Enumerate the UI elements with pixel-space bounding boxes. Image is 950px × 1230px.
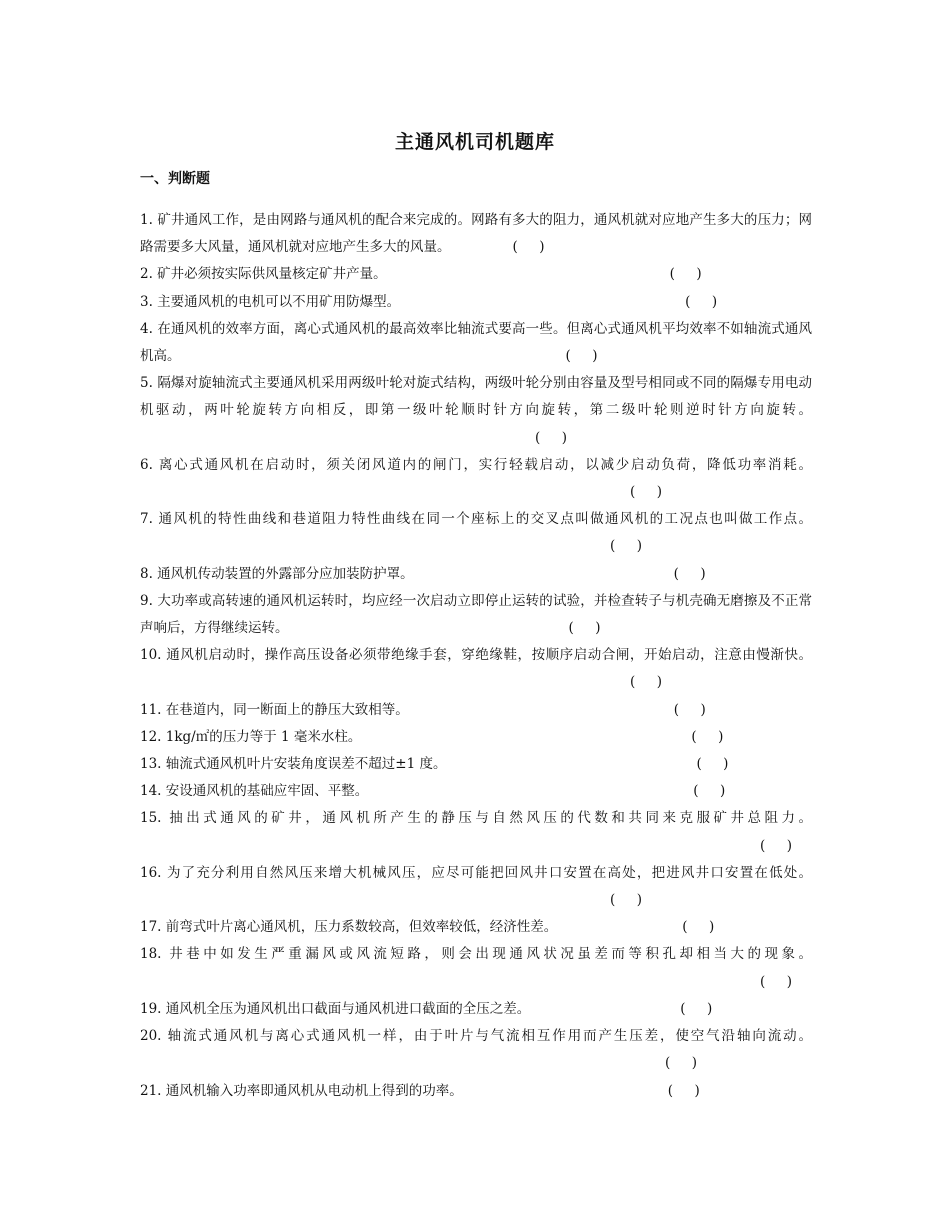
question-item <box>140 642 812 696</box>
section-heading: 一、判断题 <box>140 171 210 187</box>
question-item <box>140 452 812 506</box>
answer-blank: ( ) <box>693 783 726 800</box>
question-item <box>140 805 812 859</box>
question-text: 14. 安设通风机的基础应牢固、平整。 <box>140 783 369 800</box>
question-text: 16. 为了充分利用自然风压来增大机械风压，应尽可能把回风井口安置在高处，把进风井口安置在低处。 <box>140 864 812 881</box>
question-text: 9. 大功率或高转速的通风机运转时，均应经一次启动立即停止运转的试验，并检查转子与机壳确无磨擦及不正常声响后，方得继续运转。 <box>140 592 812 637</box>
answer-blank: ( ) <box>682 919 715 936</box>
question-text: 17. 前弯式叶片离心通风机，压力系数较高，但效率较低，经济性差。 <box>140 919 558 936</box>
question-item <box>140 778 812 805</box>
question-text: 11. 在巷道内，同一断面上的静压大致相等。 <box>140 701 409 718</box>
answer-blank: ( ) <box>535 429 567 446</box>
answer-blank: ( ) <box>610 892 642 909</box>
question-item <box>140 370 812 452</box>
question-text: 8. 通风机传动装置的外露部分应加装防护罩。 <box>140 565 414 582</box>
answer-blank: ( ) <box>760 973 792 990</box>
answer-blank: ( ) <box>665 1055 697 1072</box>
question-item <box>140 561 812 588</box>
question-text: 6. 离心式通风机在启动时，须关闭风道内的闸门，实行轻载启动，以减少启动负荷，降低功率消耗。 <box>140 456 812 473</box>
question-text: 4. 在通风机的效率方面，离心式通风机的最高效率比轴流式要高一些。但离心式通风机平均效率不如轴流式通风机高。 <box>140 320 812 365</box>
answer-blank: ( ) <box>685 293 718 310</box>
answer-blank: ( ) <box>565 348 598 365</box>
question-text: 7. 通风机的特性曲线和巷道阻力特性曲线在同一个座标上的交叉点叫做通风机的工况点也叫做工作点。 <box>140 511 812 528</box>
question-item <box>140 506 812 560</box>
question-item <box>140 316 812 370</box>
question-item <box>140 724 812 751</box>
question-item <box>140 207 812 261</box>
question-text: 12. 1kg/㎡的压力等于 1 毫米水柱。 <box>140 728 362 745</box>
answer-blank: ( ) <box>669 266 702 283</box>
answer-blank: ( ) <box>760 837 792 854</box>
answer-blank: ( ) <box>568 620 601 637</box>
answer-blank: ( ) <box>667 1082 700 1099</box>
answer-blank: ( ) <box>691 728 724 745</box>
question-text: 2. 矿井必须按实际供风量核定矿井产量。 <box>140 266 387 283</box>
answer-blank: ( ) <box>630 674 662 691</box>
answer-blank: ( ) <box>512 239 545 256</box>
question-item <box>140 914 812 941</box>
answer-blank: ( ) <box>630 484 662 501</box>
question-list <box>140 207 812 1105</box>
question-item <box>140 289 812 316</box>
answer-blank: ( ) <box>610 538 642 555</box>
question-text: 3. 主要通风机的电机可以不用矿用防爆型。 <box>140 293 401 310</box>
question-text: 13. 轴流式通风机叶片安装角度误差不超过±1 度。 <box>140 756 447 773</box>
question-item <box>140 588 812 642</box>
question-text: 1. 矿井通风工作，是由网路与通风机的配合来完成的。网路有多大的阻力，通风机就对应地产生多大的压力；网路需要多大风量，通风机就对应地产生多大的风量。 <box>140 212 812 256</box>
question-item <box>140 860 812 914</box>
question-item <box>140 751 812 778</box>
question-item <box>140 261 812 288</box>
question-item <box>140 1023 812 1077</box>
answer-blank: ( ) <box>673 701 706 718</box>
question-text: 19. 通风机全压为通风机出口截面与通风机进口截面的全压之差。 <box>140 1000 531 1017</box>
question-text: 5. 隔爆对旋轴流式主要通风机采用两级叶轮对旋式结构，两级叶轮分别由容量及型号相同或不同的隔爆专用电动机驱动，两叶轮旋转方向相反，即第一级叶轮顺时针方向旋转，第二级叶轮则逆时针方向旋转。 <box>140 375 812 419</box>
question-text: 10. 通风机启动时，操作高压设备必须带绝缘手套，穿绝缘鞋，按顺序启动合闸，开始启动，注意由慢渐快。 <box>140 647 812 664</box>
answer-blank: ( ) <box>673 565 706 582</box>
question-text: 20. 轴流式通风机与离心式通风机一样，由于叶片与气流相互作用而产生压差，使空气沿轴向流动。 <box>140 1028 812 1045</box>
question-item <box>140 1078 812 1105</box>
question-item <box>140 996 812 1023</box>
answer-blank: ( ) <box>696 756 729 773</box>
question-text: 21. 通风机输入功率即通风机从电动机上得到的功率。 <box>140 1082 463 1099</box>
answer-blank: ( ) <box>680 1000 713 1017</box>
question-item <box>140 697 812 724</box>
question-text: 15. 抽出式通风的矿井，通风机所产生的静压与自然风压的代数和共同来克服矿井总阻力。 <box>140 810 812 827</box>
document-title: 主通风机司机题库 <box>394 131 555 153</box>
question-text: 18. 井巷中如发生严重漏风或风流短路，则会出现通风状况虽差而等积孔却相当大的现象。 <box>140 946 812 963</box>
question-item <box>140 941 812 995</box>
